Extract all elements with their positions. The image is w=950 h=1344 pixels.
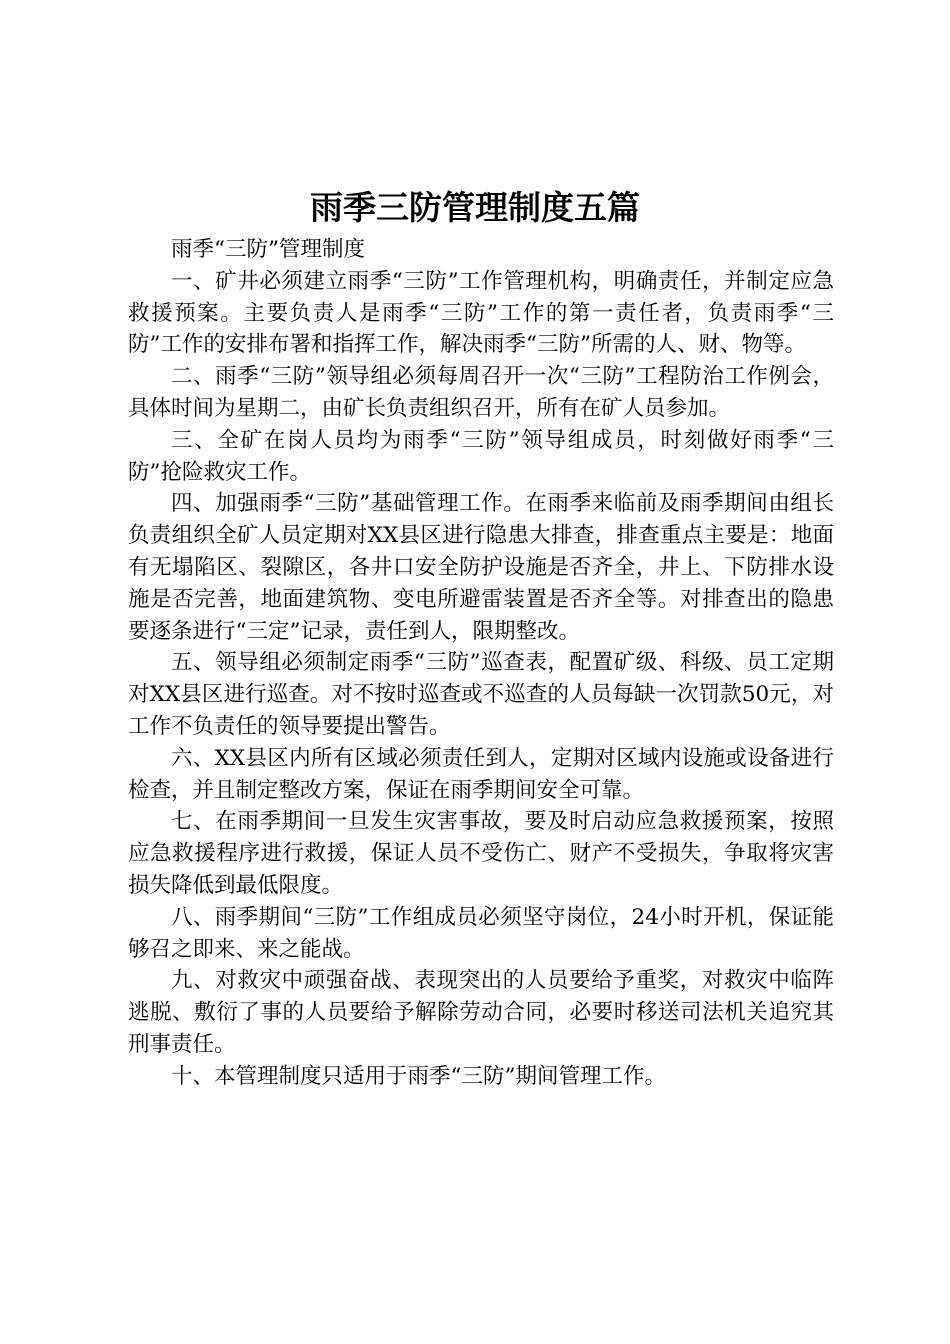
paragraph-4: 四、加强雨季“三防”基础管理工作。在雨季来临前及雨季期间由组长负责组织全矿人员定期对XX县区进行隐患大排查，排查重点主要是：地面有无塌陷区、裂隙区，各井口安全防护设施是否齐全，井上、下防排水设施是否完善，地面建筑物、变电所避雷装置是否齐全等。对排查出的隐患要逐条进行“三定”记录，责任到人，限期整改。 — [128, 491, 834, 644]
document-body — [128, 234, 834, 1093]
paragraph-10: 十、本管理制度只适用于雨季“三防”期间管理工作。 — [171, 1063, 666, 1089]
paragraph-6: 六、XX县区内所有区域必须责任到人，定期对区域内设施或设备进行检查，并且制定整改方案，保证在雨季期间安全可靠。 — [128, 745, 834, 803]
paragraph-7: 七、在雨季期间一旦发生灾害事故，要及时启动应急救援预案，按照应急救援程序进行救援，保证人员不受伤亡、财产不受损失，争取将灾害损失降低到最低限度。 — [128, 809, 834, 898]
paragraph-9: 九、对救灾中顽强奋战、表现突出的人员要给予重奖，对救灾中临阵逃脱、敷衍了事的人员要给予解除劳动合同，必要时移送司法机关追究其刑事责任。 — [128, 968, 834, 1057]
paragraph-5: 五、领导组必须制定雨季“三防”巡查表，配置矿级、科级、员工定期对XX县区进行巡查。对不按时巡查或不巡查的人员每缺一次罚款50元，对工作不负责任的领导要提出警告。 — [128, 650, 834, 739]
subtitle-paragraph: 雨季“三防”管理制度 — [171, 237, 365, 262]
paragraph-8: 八、雨季期间“三防”工作组成员必须坚守岗位，24小时开机，保证能够召之即来、来之能战。 — [128, 904, 834, 962]
paragraph-3: 三、全矿在岗人员均为雨季“三防”领导组成员，时刻做好雨季“三防”抢险救灾工作。 — [128, 427, 834, 485]
paragraph-1: 一、矿井必须建立雨季“三防”工作管理机构，明确责任，并制定应急救援预案。主要负责人是雨季“三防”工作的第一责任者，负责雨季“三防”工作的安排布署和指挥工作，解决雨季“三防”所需的人、财、物等。 — [128, 268, 834, 358]
document-title: 雨季三防管理制度五篇 — [310, 188, 640, 227]
paragraph-2: 二、雨季“三防”领导组必须每周召开一次“三防”工程防治工作例会，具体时间为星期二，由矿长负责组织召开，所有在矿人员参加。 — [128, 364, 834, 421]
